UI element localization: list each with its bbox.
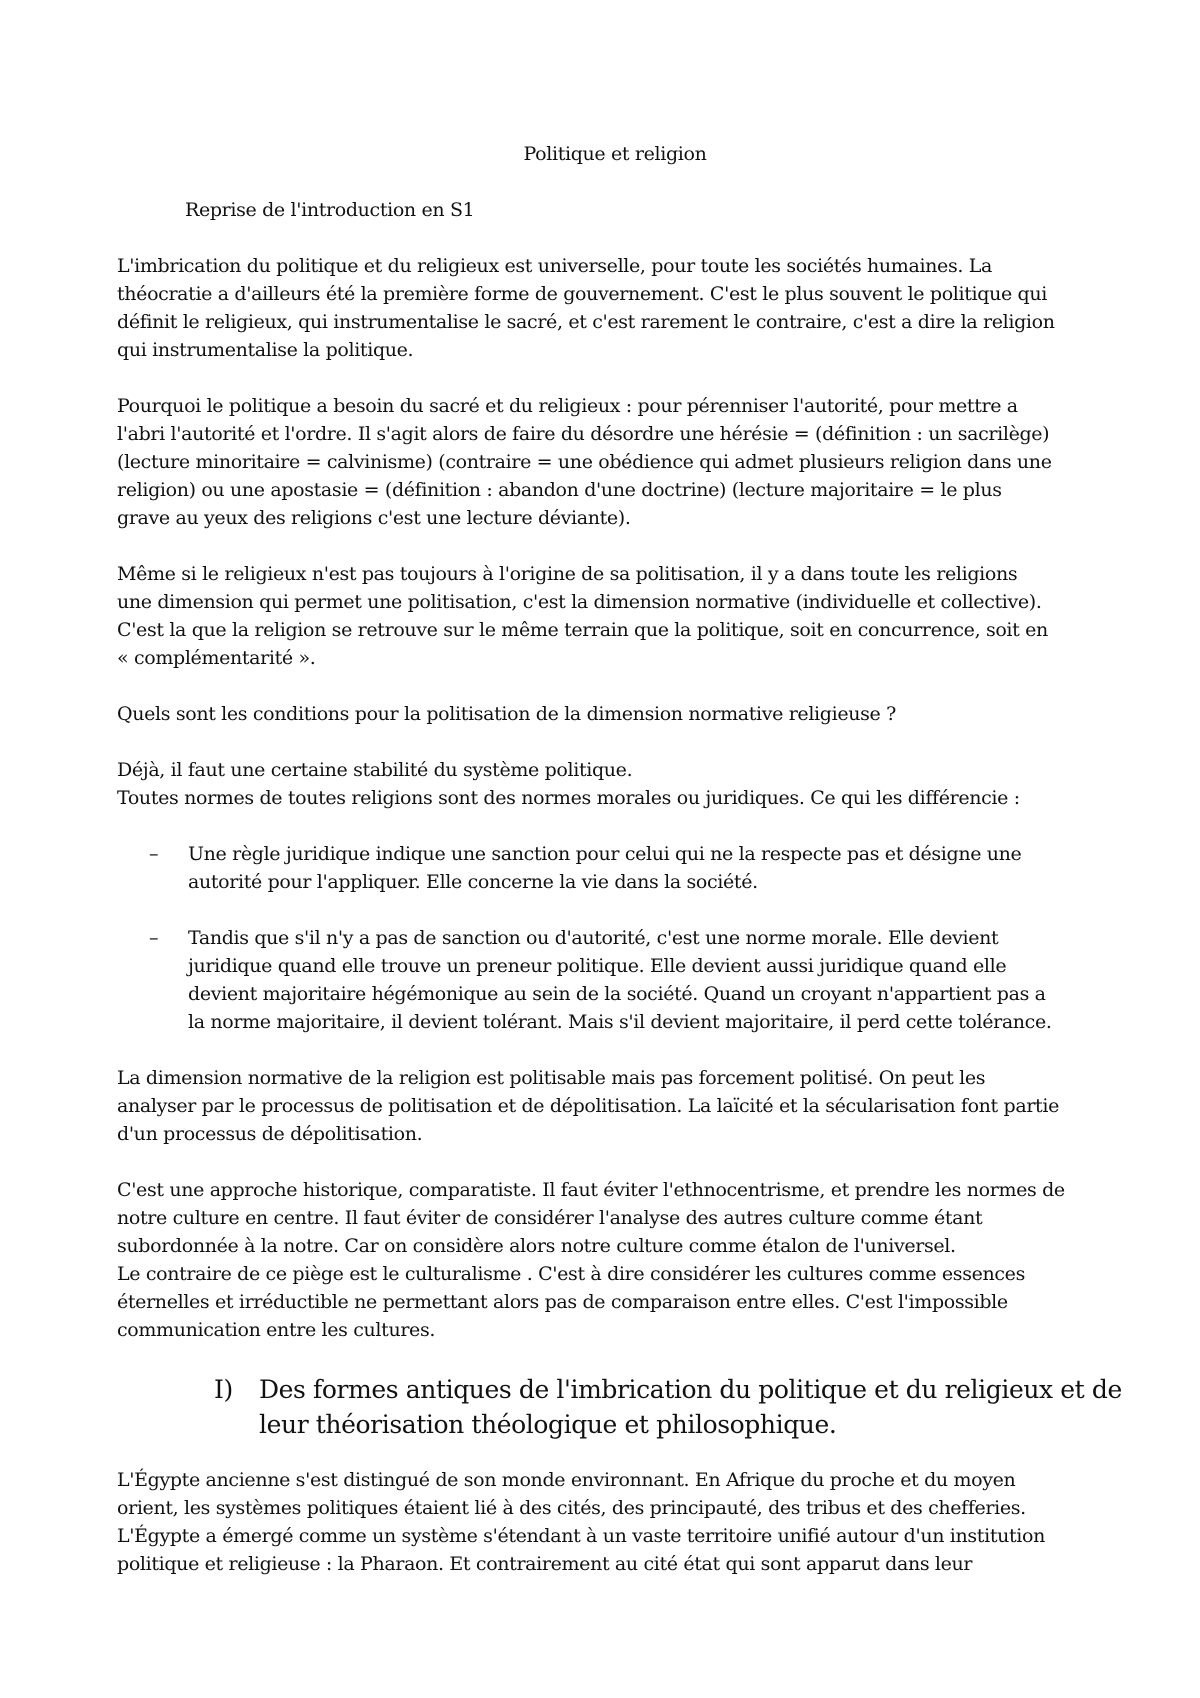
paragraph-line: « complémentarité ». xyxy=(117,647,316,669)
paragraph-line: L'imbrication du politique et du religieux est universelle, pour toute les sociétés humaines. La xyxy=(117,255,992,277)
document-body xyxy=(117,140,1122,1606)
section-heading-line: leur théorisation théologique et philosophique. xyxy=(259,1410,837,1439)
paragraph-line: Pourquoi le politique a besoin du sacré et du religieux : pour pérenniser l'autorité, pour mettre a xyxy=(117,395,1018,417)
paragraph-line: C'est la que la religion se retrouve sur le même terrain que la politique, soit en concurrence, soit en xyxy=(117,619,1048,641)
paragraph-line: L'Égypte a émergé comme un système s'étendant à un vaste territoire unifié autour d'un institution xyxy=(117,1525,1045,1547)
paragraph-line: politique et religieuse : la Pharaon. Et contrairement au cité état qui sont apparut dans leur xyxy=(117,1553,973,1575)
paragraph-line: subordonnée à la notre. Car on considère alors notre culture comme étalon de l'universel. xyxy=(117,1235,956,1257)
paragraph-line: Même si le religieux n'est pas toujours à l'origine de sa politisation, il y a dans toute les religions xyxy=(117,563,1018,585)
section-heading-line: Des formes antiques de l'imbrication du politique et du religieux et de xyxy=(259,1375,1122,1404)
list-item-line: Tandis que s'il n'y a pas de sanction ou d'autorité, c'est une norme morale. Elle devient xyxy=(188,927,999,949)
list-item-line: juridique quand elle trouve un preneur politique. Elle devient aussi juridique quand elle xyxy=(188,955,1007,977)
list-item-line: la norme majoritaire, il devient tolérant. Mais s'il devient majoritaire, il perd cette tolérance. xyxy=(188,1011,1052,1033)
dash-bullet-icon: – xyxy=(149,843,159,865)
list-item-line: autorité pour l'appliquer. Elle concerne la vie dans la société. xyxy=(188,871,758,893)
paragraph-line: notre culture en centre. Il faut éviter de considérer l'analyse des autres culture comme étant xyxy=(117,1207,983,1229)
paragraph-line: orient, les systèmes politiques étaient lié à des cités, des principauté, des tribus et des chefferies. xyxy=(117,1497,1026,1519)
paragraph-meme-si xyxy=(117,560,1093,672)
paragraph-line: religion) ou une apostasie = (définition : abandon d'une doctrine) (lecture majoritaire = le plus xyxy=(117,479,1002,501)
paragraph-question: Quels sont les conditions pour la politisation de la dimension normative religieuse ? xyxy=(117,703,896,725)
paragraph-line: définit le religieux, qui instrumentalise le sacré, et c'est rarement le contraire, c'est a dire la religion xyxy=(117,311,1055,333)
paragraph-deja xyxy=(117,756,1093,812)
paragraph-line: Le contraire de ce piège est le culturalisme . C'est à dire considérer les cultures comme essences xyxy=(117,1263,1025,1285)
paragraph-line: (lecture minoritaire = calvinisme) (contraire = une obédience qui admet plusieurs religion dans une xyxy=(117,451,1052,473)
section-heading xyxy=(117,1372,1122,1442)
paragraph-pourquoi xyxy=(117,392,1093,532)
paragraph-line: communication entre les cultures. xyxy=(117,1319,436,1341)
paragraph-line: l'abri l'autorité et l'ordre. Il s'agit alors de faire du désordre une hérésie = (définition : un sacrilège) xyxy=(117,423,1050,445)
paragraph-line: Toutes normes de toutes religions sont des normes morales ou juridiques. Ce qui les différencie : xyxy=(117,787,1020,809)
paragraph-line: La dimension normative de la religion est politisable mais pas forcement politisé. On peut les xyxy=(117,1067,986,1089)
paragraph-egypte xyxy=(117,1466,1093,1578)
page-title: Politique et religion xyxy=(523,143,707,165)
list-item xyxy=(117,924,1093,1036)
paragraph-dimension-normative xyxy=(117,1064,1093,1148)
paragraph-line: L'Égypte ancienne s'est distingué de son monde environnant. En Afrique du proche et du moyen xyxy=(117,1469,1016,1491)
list-item xyxy=(117,840,1093,896)
paragraph-line: analyser par le processus de politisation et de dépolitisation. La laïcité et la sécularisation font partie xyxy=(117,1095,1059,1117)
section-number: I) xyxy=(214,1375,233,1404)
paragraph-line: C'est une approche historique, comparatiste. Il faut éviter l'ethnocentrisme, et prendre les normes de xyxy=(117,1179,1065,1201)
paragraph-approche xyxy=(117,1176,1093,1344)
paragraph-line: une dimension qui permet une politisation, c'est la dimension normative (individuelle et collective). xyxy=(117,591,1042,613)
paragraph-line: théocratie a d'ailleurs été la première forme de gouvernement. C'est le plus souvent le politique qui xyxy=(117,283,1047,305)
paragraph-line: grave au yeux des religions c'est une lecture déviante). xyxy=(117,507,631,529)
paragraph-intro xyxy=(117,252,1093,364)
paragraph-line: qui instrumentalise la politique. xyxy=(117,339,414,361)
paragraph-line: éternelles et irréductible ne permettant alors pas de comparaison entre elles. C'est l'impossible xyxy=(117,1291,1008,1313)
page-subtitle: Reprise de l'introduction en S1 xyxy=(185,199,475,221)
paragraph-line: d'un processus de dépolitisation. xyxy=(117,1123,423,1145)
paragraph-line: Déjà, il faut une certaine stabilité du système politique. xyxy=(117,759,633,781)
list-item-line: Une règle juridique indique une sanction pour celui qui ne la respecte pas et désigne une xyxy=(188,843,1022,865)
dash-bullet-icon: – xyxy=(149,927,159,949)
list-item-line: devient majoritaire hégémonique au sein de la société. Quand un croyant n'appartient pas a xyxy=(188,983,1046,1005)
